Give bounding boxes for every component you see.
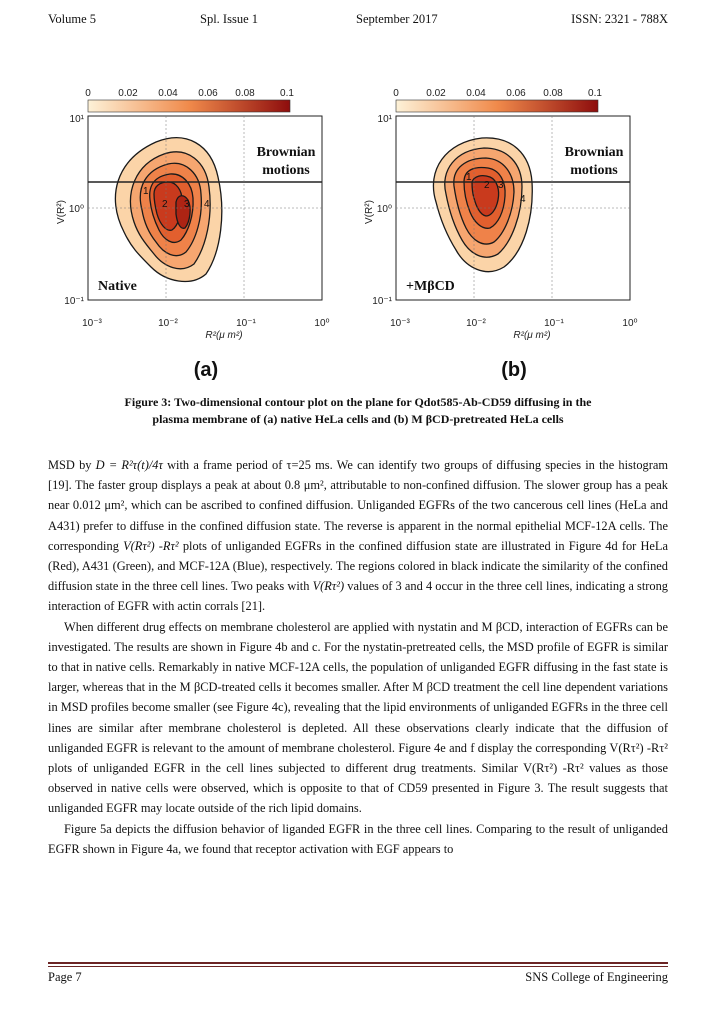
peak-b-3: 3: [498, 180, 504, 191]
colorbar-b: [396, 100, 598, 112]
xtick-b-1: 10⁻²: [466, 318, 486, 329]
footer-rule-thin: [48, 966, 668, 967]
header-issue: Spl. Issue 1: [200, 12, 258, 26]
footer-page: Page 7: [48, 970, 82, 984]
xtick-b-0: 10⁻³: [390, 318, 410, 329]
ytick-a-2: 10⁻¹: [64, 296, 84, 307]
footer-rule: [48, 962, 668, 964]
p1-seg-2: with a frame period of τ=25 ms. We can identify two groups of diffusing species in the histogram [19]. The faster group displays a peak at about 0.8 μm², attributable to non-confined diffusion. The slower group has a peak near 0.012 μm², which can be ascribed to confined diffusion. Unliganded EGFRs of the two cancerous cell lines (HeLa and A431) prefer to diffuse in the confined diffusion state. The reverse is apparent in the normal epithelial MCF-12A cells. The corresponding: [48, 458, 668, 553]
cb-b-tick-0: 0: [393, 88, 399, 99]
figure-caption: [60, 394, 656, 428]
xlabel-a: R²(μ m²): [205, 330, 243, 341]
cb-a-tick-1: 0.02: [118, 88, 138, 99]
cb-b-tick-1: 0.02: [426, 88, 446, 99]
panel-b: [364, 88, 638, 381]
header-volume: Volume 5: [48, 12, 97, 26]
xtick-b-3: 10⁰: [622, 318, 638, 329]
panel-letter-a: (a): [193, 359, 219, 381]
xlabel-b: R²(μ m²): [513, 330, 551, 341]
peak-b-2: 2: [484, 180, 490, 191]
xtick-a-2: 10⁻¹: [236, 318, 256, 329]
ytick-b-0: 10¹: [377, 114, 392, 125]
p1-seg-6: values of 3 and 4 occur in the three cell lines, indicating a strong interaction of EGFR with actin corrals [21].: [48, 579, 668, 614]
native-label: Native: [98, 279, 137, 294]
paragraph-3: Figure 5a depicts the diffusion behavior of liganded EGFR in the three cell lines. Comparing to the result of unliganded EGFR shown in Figure 4a, we found that receptor activation with EGF appears to: [48, 821, 668, 856]
peak-a-4: 4: [204, 199, 210, 210]
cb-a-tick-5: 0.1: [280, 88, 294, 99]
brownian-label-b-1: Brownian: [564, 145, 624, 160]
paragraph-1: [48, 455, 668, 617]
cb-a-tick-3: 0.06: [198, 88, 218, 99]
panel-letter-b: (b): [501, 359, 527, 381]
mbcd-label: +MβCD: [406, 279, 455, 294]
brownian-label-a-1: Brownian: [256, 145, 316, 160]
ytick-a-1: 10⁰: [68, 204, 84, 215]
peak-a-3: 3: [184, 199, 190, 210]
cb-b-tick-5: 0.1: [588, 88, 602, 99]
cb-b-tick-2: 0.04: [466, 88, 486, 99]
caption-line-2: plasma membrane of (a) native HeLa cells and (b) M βCD-pretreated HeLa cells: [152, 412, 564, 426]
ylabel-b: V(R²): [364, 200, 375, 224]
footer-institution: SNS College of Engineering: [525, 970, 668, 984]
ylabel-a: V(R²): [56, 200, 67, 224]
header-issn: ISSN: 2321 - 788X: [571, 12, 668, 26]
xtick-a-1: 10⁻²: [158, 318, 178, 329]
xtick-a-3: 10⁰: [314, 318, 330, 329]
p1-math-d: D = R²τ(t)/4τ: [95, 458, 163, 472]
figure-3: [46, 82, 670, 382]
paragraph-2: When different drug effects on membrane cholesterol are applied with nystatin and M βCD, interaction of EGFRs can be investigated. The results are shown in Figure 4b and c. For the nystatin-pretreated cells, the MSD profile of EGFR is similar to that in native cells. Remarkably in native MCF-12A cells, the population of unliganded EGFR diffusing in the fast state is larger, whereas that in the M βCD-treated cells it becomes smaller. After M βCD treatment the cell line dependent variations in MSD profiles become smaller (see Figure 4c), revealing that the lipid environments of unliganded EGFRs in the three cell lines are similar after membrane cholesterol is depleted. All these observations clearly indicate that the diffusion of unliganded EGFR is relevant to the amount of membrane cholesterol. Figure 4e and f display the corresponding V(Rτ²) -Rτ² plots of unliganded EGFR in the cell lines subjected to different drug treatments. Similar V(Rτ²) -Rτ² values as those observed in native cells were observed, which is opposite to that of CD59 presented in Figure 3. The result suggests that unliganded EGFR may locate outside of the rich lipid domains.: [48, 619, 668, 816]
peak-a-1: 1: [143, 186, 149, 197]
colorbar-a: [88, 100, 290, 112]
cb-a-tick-0: 0: [85, 88, 91, 99]
p1-math-v: V(Rτ²): [312, 579, 345, 594]
peak-b-1: 1: [466, 172, 472, 183]
p1-math-vr: V(Rτ²) -Rτ²: [123, 538, 179, 553]
peak-a-2: 2: [162, 199, 168, 210]
header-date: September 2017: [356, 12, 438, 26]
page-header: [48, 12, 668, 32]
ytick-a-0: 10¹: [69, 114, 84, 125]
cb-b-tick-4: 0.08: [543, 88, 563, 99]
p1-seg-4: plots of unliganded EGFRs in the confined diffusion state are illustrated in Figure 4d for HeLa (Red), A431 (Green), and MCF-12A (Blue), respectively. The regions colored in black indicate the similarity of the confined diffusion state in the three cell lines. Two peaks with: [48, 538, 668, 594]
ytick-b-2: 10⁻¹: [372, 296, 392, 307]
cb-b-tick-3: 0.06: [506, 88, 526, 99]
cb-a-tick-4: 0.08: [235, 88, 255, 99]
panel-a: [56, 88, 330, 381]
brownian-label-b-2: motions: [570, 163, 618, 178]
xtick-a-0: 10⁻³: [82, 318, 102, 329]
xtick-b-2: 10⁻¹: [544, 318, 564, 329]
p1-seg-0: MSD by: [48, 458, 96, 472]
body-text: [48, 455, 668, 859]
peak-b-4: 4: [520, 194, 526, 205]
brownian-label-a-2: motions: [262, 163, 310, 178]
caption-line-1: Figure 3: Two-dimensional contour plot on the plane for Qdot585-Ab-CD59 diffusing in the: [124, 395, 592, 409]
cb-a-tick-2: 0.04: [158, 88, 178, 99]
ytick-b-1: 10⁰: [376, 204, 392, 215]
